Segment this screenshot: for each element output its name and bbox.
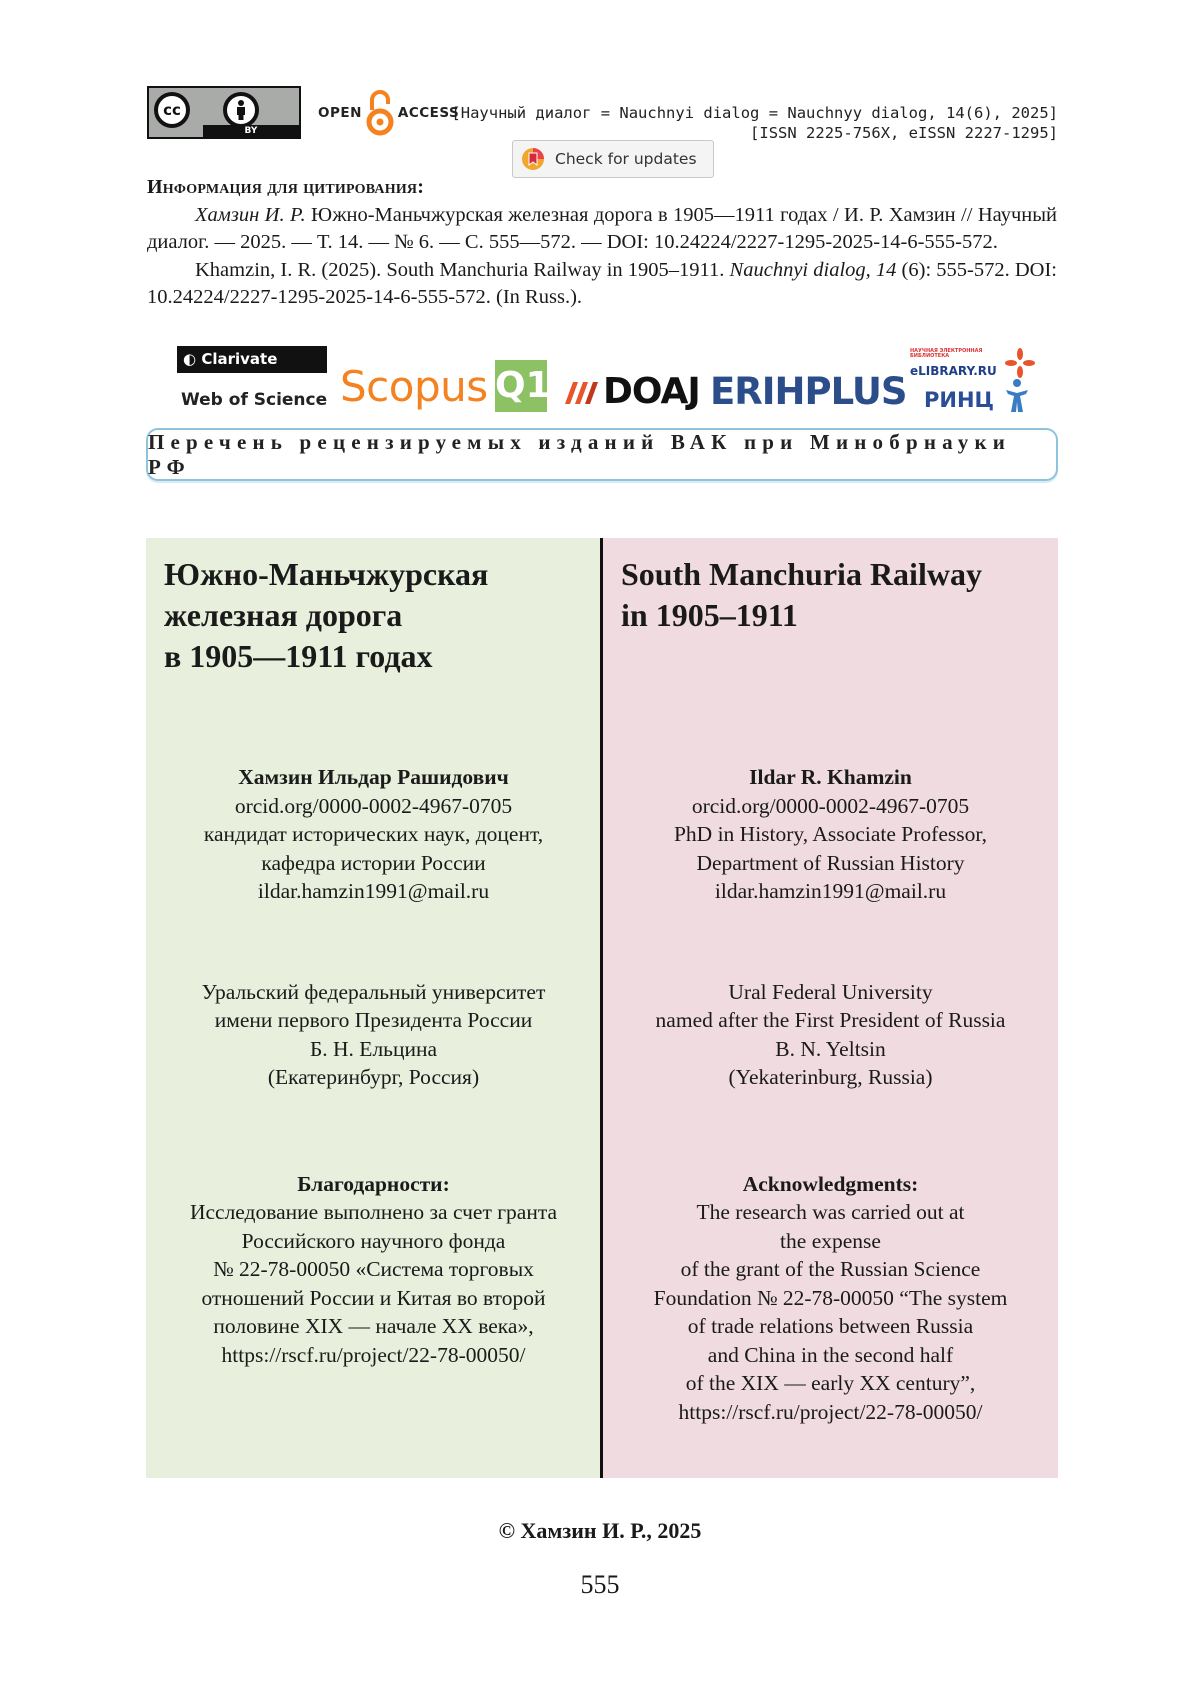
- citation-info: [147, 174, 1057, 312]
- citation-ru-author: Хамзин И. Р.: [195, 203, 306, 226]
- scopus-logo[interactable]: Scopus: [340, 362, 488, 411]
- open-access-logo[interactable]: [318, 85, 459, 140]
- acknowledgments-block-en: [621, 1170, 1040, 1427]
- author-position-en: PhD in History, Associate Professor,: [673, 822, 988, 846]
- citation-en: [147, 257, 1057, 312]
- ack-line-en: and China in the second half: [707, 1342, 954, 1367]
- title-en-line: in 1905–1911: [621, 597, 798, 633]
- cc-by-license-badge[interactable]: [147, 86, 301, 139]
- orcid-link-ru[interactable]: orcid.org/0000-0002-4967-0705: [234, 793, 513, 818]
- affiliation-line-ru: имени первого Президента России: [214, 1008, 533, 1032]
- affiliation-line-en: (Yekaterinburg, Russia): [728, 1065, 933, 1089]
- doaj-logo[interactable]: [563, 371, 700, 412]
- clarivate-logo[interactable]: [177, 346, 327, 373]
- affiliation-line-ru: Уральский федеральный университет: [201, 979, 546, 1004]
- elibrary-caption: НАУЧНАЯ ЭЛЕКТРОННАЯ БИБЛИОТЕКА: [910, 348, 983, 359]
- crossmark-icon: [521, 147, 545, 171]
- affiliation-line-ru: Б. Н. Ельцина: [309, 1036, 438, 1061]
- check-for-updates-label: Check for updates: [555, 150, 697, 168]
- elibrary-logo[interactable]: eLIBRARY.RU: [910, 364, 997, 378]
- author-name-en: Ildar R. Khamzin: [749, 765, 912, 789]
- english-column: [603, 538, 1058, 1478]
- journal-meta-line-1: [Научный диалог = Nauchnyi dialog = Nauchnyy dialog, 14(6), 2025]: [451, 104, 1058, 122]
- ack-line-en: of the XIX — early XX century”,: [685, 1371, 976, 1395]
- citation-ru: [147, 202, 1057, 257]
- grant-link-en[interactable]: https://rscf.ru/project/22-78-00050/: [678, 1399, 983, 1424]
- clarivate-label: Clarivate: [201, 350, 278, 368]
- web-of-science-logo[interactable]: Web of Science: [181, 390, 328, 410]
- russian-column: [146, 538, 601, 1478]
- affiliation-block-en: [621, 978, 1040, 1092]
- ack-line-en: The research was carried out at: [696, 1200, 965, 1224]
- citation-heading: Информация для цитирования:: [147, 176, 425, 198]
- author-name-ru: Хамзин Ильдар Рашидович: [238, 765, 509, 789]
- clarivate-icon: ◐: [183, 350, 197, 368]
- affiliation-block-ru: [164, 978, 583, 1092]
- citation-ru-text: Южно-Маньчжурская железная дорога в 1905—1911 годах / И. Р. Хамзин // Научный диалог. — 2025. — Т. 14. — № 6. — С. 555—572. — DOI: 10.24224/2227-1295-2025-14-6-555-572.: [147, 203, 1057, 253]
- ack-line-en: of the grant of the Russian Science: [680, 1257, 981, 1281]
- ack-line-ru: № 22-78-00050 «Система торговых: [213, 1257, 534, 1281]
- ack-line-ru: Российского научного фонда: [241, 1228, 506, 1253]
- author-email-ru[interactable]: ildar.hamzin1991@mail.ru: [257, 879, 490, 903]
- rinc-logo[interactable]: РИНЦ: [924, 388, 995, 412]
- journal-meta: [451, 103, 1058, 143]
- page-number: 555: [580, 1570, 620, 1599]
- copyright-notice: © Хамзин И. Р., 2025: [498, 1518, 702, 1543]
- author-block-ru: [164, 763, 583, 906]
- title-ru-line: Южно-Маньчжурская: [164, 556, 489, 592]
- ack-line-ru: половине XIX — начале XX века»,: [213, 1314, 534, 1338]
- erihplus-logo[interactable]: ERIHPLUS: [710, 370, 907, 413]
- article-title-en: [621, 554, 1040, 680]
- ack-line-en: Foundation № 22-78-00050 “The system: [653, 1285, 1008, 1310]
- acknowledgments-block-ru: [164, 1170, 583, 1370]
- doaj-mark-icon: [563, 378, 603, 406]
- author-block-en: [621, 763, 1040, 906]
- ack-line-ru: отношений России и Китая во второй: [201, 1285, 546, 1310]
- vak-list-banner: Перечень рецензируемых изданий ВАК при Минобрнауки РФ: [146, 428, 1058, 481]
- affiliation-line-en: Ural Federal University: [728, 979, 933, 1004]
- affiliation-line-ru: (Екатеринбург, Россия): [267, 1065, 480, 1089]
- title-en-line: South Manchuria Railway: [621, 556, 982, 592]
- author-position-ru: кандидат исторических наук, доцент,: [203, 822, 544, 846]
- author-email-en[interactable]: ildar.hamzin1991@mail.ru: [714, 879, 947, 903]
- creative-commons-icon: cc: [154, 92, 190, 128]
- check-for-updates-button[interactable]: [512, 140, 714, 178]
- grant-link-ru[interactable]: https://rscf.ru/project/22-78-00050/: [221, 1342, 526, 1367]
- journal-meta-line-2: [ISSN 2225-756X, eISSN 2227-1295]: [750, 124, 1058, 142]
- author-department-ru: кафедра истории России: [261, 850, 486, 875]
- citation-en-end: (6): 555-572. DOI: 10.24224/2227-1295-2025-14-6-555-572. (In Russ.).: [147, 258, 1057, 308]
- acknowledgments-heading-ru: Благодарности:: [297, 1171, 450, 1196]
- open-access-lock-icon: [366, 88, 394, 138]
- orcid-link-en[interactable]: orcid.org/0000-0002-4967-0705: [691, 793, 970, 818]
- cc-by-label: BY: [203, 125, 299, 137]
- ack-line-ru: Исследование выполнено за счет гранта: [189, 1200, 558, 1224]
- citation-en-start: Khamzin, I. R. (2025). South Manchuria Railway in 1905–1911.: [195, 258, 730, 281]
- ack-line-en: the expense: [780, 1228, 881, 1253]
- affiliation-line-en: B. N. Yeltsin: [775, 1036, 886, 1061]
- open-access-right-text: ACCESS: [397, 104, 460, 121]
- citation-en-journal: Nauchnyi dialog, 14: [729, 258, 897, 281]
- acknowledgments-heading-en: Acknowledgments:: [742, 1171, 919, 1196]
- author-department-en: Department of Russian History: [696, 850, 965, 875]
- title-ru-line: железная дорога: [164, 597, 403, 633]
- affiliation-line-en: named after the First President of Russia: [655, 1008, 1006, 1032]
- attribution-person-icon: [223, 92, 259, 128]
- open-access-left-text: OPEN: [318, 104, 362, 121]
- title-ru-line: в 1905—1911 годах: [164, 638, 433, 674]
- article-title-ru: [164, 554, 583, 680]
- elibrary-flower-icon: [1005, 348, 1035, 378]
- q1-quartile-badge: Q1: [495, 360, 547, 412]
- doaj-label: DOAJ: [603, 371, 700, 412]
- ack-line-en: of trade relations between Russia: [687, 1314, 974, 1338]
- rinc-person-icon: [1004, 378, 1030, 414]
